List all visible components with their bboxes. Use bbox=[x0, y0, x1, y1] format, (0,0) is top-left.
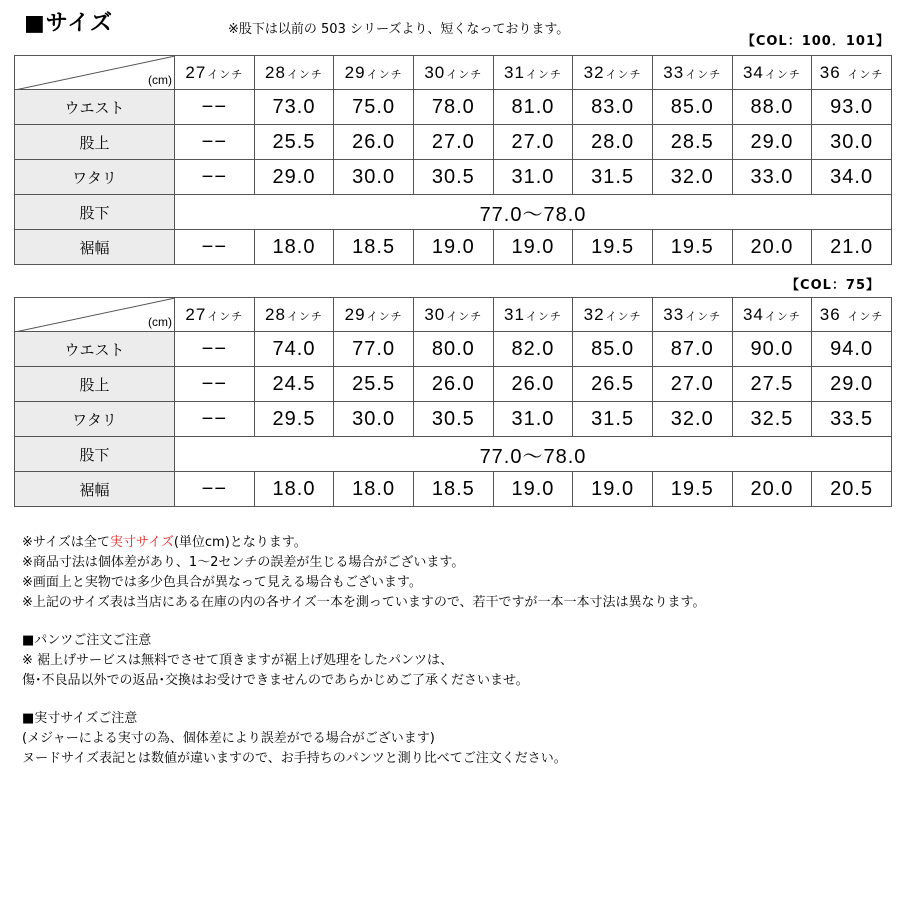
value-cell: 31.0 bbox=[493, 160, 573, 195]
size-number: 28 bbox=[265, 304, 286, 324]
value-cell: 78.0 bbox=[413, 90, 493, 125]
row-label: 裾幅 bbox=[15, 230, 175, 265]
value-cell: 31.0 bbox=[493, 402, 573, 437]
value-cell: 26.0 bbox=[493, 367, 573, 402]
row-label: ウエスト bbox=[15, 332, 175, 367]
table-row bbox=[15, 125, 892, 160]
size-table bbox=[14, 55, 892, 265]
value-cell: 19.0 bbox=[493, 472, 573, 507]
span-value-cell: 77.0〜78.0 bbox=[175, 437, 892, 472]
row-label: ウエスト bbox=[15, 90, 175, 125]
table-row bbox=[15, 160, 892, 195]
size-header bbox=[254, 298, 334, 332]
size-number: 27 bbox=[185, 62, 207, 82]
size-header bbox=[573, 56, 653, 90]
size-unit: インチ bbox=[446, 310, 483, 323]
value-cell: −− bbox=[175, 230, 255, 265]
value-cell: 28.5 bbox=[652, 125, 732, 160]
note-line: 傷･不良品以外での返品･交換はお受けできませんのであらかじめご了承くださいませ。 bbox=[22, 673, 529, 688]
value-cell: 27.5 bbox=[732, 367, 812, 402]
header-row bbox=[15, 56, 892, 90]
value-cell: 30.0 bbox=[334, 160, 414, 195]
size-header bbox=[413, 298, 493, 332]
value-cell: 18.0 bbox=[254, 472, 334, 507]
size-number: 28 bbox=[265, 62, 286, 82]
note-line: ※商品寸法は個体差があり、1〜2センチの誤差が生じる場合がございます。 bbox=[22, 555, 465, 570]
note-line: ※画面上と実物では多少色具合が異なって見える場合もございます。 bbox=[22, 575, 422, 590]
size-header bbox=[812, 298, 892, 332]
size-header bbox=[652, 56, 732, 90]
table-row bbox=[15, 230, 892, 265]
size-number: 34 bbox=[742, 304, 764, 324]
value-cell: −− bbox=[175, 160, 255, 195]
value-cell: 27.0 bbox=[413, 125, 493, 160]
size-number: 29 bbox=[344, 304, 366, 324]
table-row bbox=[15, 195, 892, 230]
size-header bbox=[493, 56, 573, 90]
value-cell: −− bbox=[175, 332, 255, 367]
table-row bbox=[15, 437, 892, 472]
size-unit: インチ bbox=[605, 310, 642, 323]
value-cell: 26.0 bbox=[413, 367, 493, 402]
value-cell: 31.5 bbox=[573, 160, 653, 195]
note-line: ※上記のサイズ表は当店にある在庫の内の各サイズ一本を測っていますので、若干ですが一本一本寸法は異なります。 bbox=[22, 595, 706, 610]
size-unit: インチ bbox=[286, 310, 323, 323]
size-table bbox=[14, 297, 892, 507]
value-cell: 32.0 bbox=[652, 402, 732, 437]
value-cell: 24.5 bbox=[254, 367, 334, 402]
size-header bbox=[573, 298, 653, 332]
value-cell: 26.0 bbox=[334, 125, 414, 160]
size-number: 27 bbox=[185, 304, 207, 324]
value-cell: 82.0 bbox=[493, 332, 573, 367]
value-cell: 30.0 bbox=[334, 402, 414, 437]
size-header bbox=[334, 298, 414, 332]
section-heading: ■パンツご注文ご注意 bbox=[22, 633, 152, 648]
value-cell: 18.5 bbox=[413, 472, 493, 507]
value-cell: 19.0 bbox=[573, 472, 653, 507]
note-line: ヌードサイズ表記とは数値が違いますので、お手持ちのパンツと測り比べてご注文ください。 bbox=[22, 751, 567, 766]
value-cell: 74.0 bbox=[254, 332, 334, 367]
value-cell: 29.0 bbox=[732, 125, 812, 160]
value-cell: 32.0 bbox=[652, 160, 732, 195]
table-row bbox=[15, 367, 892, 402]
size-header bbox=[812, 56, 892, 90]
size-header bbox=[175, 56, 255, 90]
value-cell: 29.0 bbox=[254, 160, 334, 195]
value-cell: 90.0 bbox=[732, 332, 812, 367]
note-text: (単位cm)となります。 bbox=[173, 535, 307, 550]
size-number: 30 bbox=[424, 62, 446, 82]
value-cell: 30.5 bbox=[413, 160, 493, 195]
value-cell: 80.0 bbox=[413, 332, 493, 367]
value-cell: 73.0 bbox=[254, 90, 334, 125]
note-highlight: 実寸サイズ bbox=[109, 535, 174, 550]
size-unit: インチ bbox=[207, 310, 244, 323]
size-unit: インチ bbox=[446, 68, 483, 81]
value-cell: 85.0 bbox=[652, 90, 732, 125]
row-label: 股下 bbox=[15, 437, 175, 472]
value-cell: 20.0 bbox=[732, 472, 812, 507]
size-number: 34 bbox=[742, 62, 764, 82]
value-cell: 20.0 bbox=[732, 230, 812, 265]
value-cell: 88.0 bbox=[732, 90, 812, 125]
value-cell: 21.0 bbox=[812, 230, 892, 265]
size-header bbox=[175, 298, 255, 332]
size-header bbox=[334, 56, 414, 90]
note-line: ※ 裾上げサービスは無料でさせて頂きますが裾上げ処理をしたパンツは、 bbox=[22, 653, 454, 668]
size-header bbox=[413, 56, 493, 90]
color-code-label: 【COL：75】 bbox=[786, 278, 880, 293]
size-unit: インチ bbox=[847, 310, 884, 323]
size-number: 33 bbox=[663, 304, 685, 324]
table-row bbox=[15, 472, 892, 507]
table-row bbox=[15, 402, 892, 437]
note-line: (メジャーによる実寸の為、個体差により誤差がでる場合がございます) bbox=[22, 731, 435, 746]
size-unit: インチ bbox=[685, 310, 722, 323]
size-unit: インチ bbox=[605, 68, 642, 81]
value-cell: 29.5 bbox=[254, 402, 334, 437]
value-cell: 83.0 bbox=[573, 90, 653, 125]
value-cell: 28.0 bbox=[573, 125, 653, 160]
size-unit: インチ bbox=[525, 68, 562, 81]
row-label: ワタリ bbox=[15, 160, 175, 195]
size-unit: インチ bbox=[685, 68, 722, 81]
table-row bbox=[15, 90, 892, 125]
size-number: 33 bbox=[663, 62, 685, 82]
size-number: 31 bbox=[503, 62, 525, 82]
value-cell: 27.0 bbox=[652, 367, 732, 402]
size-header bbox=[493, 298, 573, 332]
page-title: ■サイズ bbox=[24, 11, 114, 36]
row-label: ワタリ bbox=[15, 402, 175, 437]
header-row bbox=[15, 298, 892, 332]
section-heading: ■実寸サイズご注意 bbox=[22, 711, 138, 726]
value-cell: 34.0 bbox=[812, 160, 892, 195]
value-cell: 20.5 bbox=[812, 472, 892, 507]
value-cell: −− bbox=[175, 402, 255, 437]
value-cell: −− bbox=[175, 125, 255, 160]
value-cell: −− bbox=[175, 90, 255, 125]
span-value-cell: 77.0〜78.0 bbox=[175, 195, 892, 230]
note-line bbox=[22, 533, 706, 553]
value-cell: −− bbox=[175, 367, 255, 402]
table-row bbox=[15, 332, 892, 367]
value-cell: 19.0 bbox=[493, 230, 573, 265]
value-cell: 33.0 bbox=[732, 160, 812, 195]
size-number: 31 bbox=[503, 304, 525, 324]
corner-cell bbox=[15, 56, 175, 90]
size-unit: インチ bbox=[525, 310, 562, 323]
value-cell: 25.5 bbox=[334, 367, 414, 402]
value-cell: 19.5 bbox=[652, 472, 732, 507]
size-number: 36 bbox=[819, 62, 847, 82]
row-label: 股上 bbox=[15, 125, 175, 160]
size-unit: インチ bbox=[847, 68, 884, 81]
value-cell: 18.5 bbox=[334, 230, 414, 265]
value-cell: 19.5 bbox=[652, 230, 732, 265]
corner-cell bbox=[15, 298, 175, 332]
inseam-note: ※股下は以前の 503 シリーズより、短くなっております。 bbox=[228, 22, 570, 37]
unit-label: (cm) bbox=[148, 73, 172, 87]
size-number: 29 bbox=[344, 62, 366, 82]
value-cell: 93.0 bbox=[812, 90, 892, 125]
value-cell: 81.0 bbox=[493, 90, 573, 125]
value-cell: 18.0 bbox=[254, 230, 334, 265]
value-cell: 77.0 bbox=[334, 332, 414, 367]
unit-label: (cm) bbox=[148, 315, 172, 329]
size-number: 32 bbox=[583, 304, 605, 324]
size-header bbox=[732, 56, 812, 90]
value-cell: 31.5 bbox=[573, 402, 653, 437]
value-cell: 85.0 bbox=[573, 332, 653, 367]
value-cell: 27.0 bbox=[493, 125, 573, 160]
size-number: 32 bbox=[583, 62, 605, 82]
value-cell: 25.5 bbox=[254, 125, 334, 160]
color-code-label: 【COL：100．101】 bbox=[741, 34, 890, 49]
value-cell: −− bbox=[175, 472, 255, 507]
size-header bbox=[652, 298, 732, 332]
note-text: ※サイズは全て bbox=[22, 535, 110, 550]
value-cell: 19.0 bbox=[413, 230, 493, 265]
size-number: 36 bbox=[819, 304, 847, 324]
value-cell: 75.0 bbox=[334, 90, 414, 125]
row-label: 股下 bbox=[15, 195, 175, 230]
value-cell: 33.5 bbox=[812, 402, 892, 437]
value-cell: 26.5 bbox=[573, 367, 653, 402]
size-unit: インチ bbox=[286, 68, 323, 81]
size-number: 30 bbox=[424, 304, 446, 324]
value-cell: 94.0 bbox=[812, 332, 892, 367]
size-header bbox=[732, 298, 812, 332]
value-cell: 29.0 bbox=[812, 367, 892, 402]
value-cell: 30.5 bbox=[413, 402, 493, 437]
size-unit: インチ bbox=[366, 310, 403, 323]
notes-section bbox=[22, 533, 706, 769]
size-unit: インチ bbox=[764, 310, 801, 323]
value-cell: 19.5 bbox=[573, 230, 653, 265]
size-unit: インチ bbox=[366, 68, 403, 81]
row-label: 裾幅 bbox=[15, 472, 175, 507]
size-unit: インチ bbox=[207, 68, 244, 81]
value-cell: 30.0 bbox=[812, 125, 892, 160]
value-cell: 18.0 bbox=[334, 472, 414, 507]
size-unit: インチ bbox=[764, 68, 801, 81]
value-cell: 87.0 bbox=[652, 332, 732, 367]
row-label: 股上 bbox=[15, 367, 175, 402]
size-header bbox=[254, 56, 334, 90]
value-cell: 32.5 bbox=[732, 402, 812, 437]
